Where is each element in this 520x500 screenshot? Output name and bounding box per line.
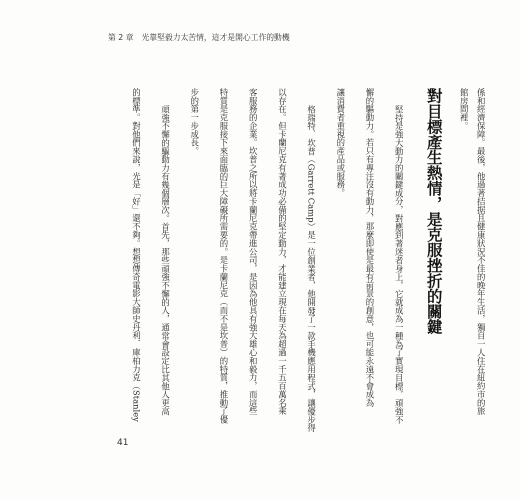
- text-line: 格瑞特．坎普（Garrett Camp）是一位創業者，他開發了一款手機應用程式，讓優步得: [306, 104, 317, 433]
- page-number: 41: [117, 438, 129, 448]
- text-line: 的標準。對他們來說，光是「好」還不夠。想想傳奇電影大師史丹利．庫柏力克（Stanley: [131, 88, 142, 422]
- text-line: 館房間裡。: [459, 88, 470, 130]
- text-line: 頑強不懈的驅動力有幾個層次。首先，那些頑強不懈的人，通常會設定比其他人更高: [160, 104, 171, 416]
- text-line: 堅持是強大動力的關鍵成分，對應到著迷者身上，它就成為一種為了實現目標，頑強不: [394, 104, 405, 424]
- text-line: 步的第一步成長。: [189, 88, 200, 156]
- text-line: 讓消費者重視的產品或服務。: [335, 88, 346, 198]
- section-heading: 對目標產生熱情，是克服挫折的關鍵: [424, 88, 443, 335]
- text-line: 客服務的企業。坎普之所以將卡蘭尼克帶進公司，是因為他具有強大雄心和毅力，而這些: [248, 88, 259, 416]
- text-line: 特質是克服接下來面臨的巨大障礙所需要的。是卡蘭尼克（而不是坎普）的特質，推動了優: [218, 88, 229, 424]
- text-line: 係和經濟保障。最後，他過著拮据且健康狀況不佳的晚年生活，獨自一人住在紐約市的旅: [476, 88, 487, 416]
- running-head: [108, 33, 290, 43]
- text-line: 懈的驅動力。若只有專注沒有動力，那麼即使是最有前景的創意，也可能永遠不會成為: [364, 88, 375, 407]
- text-line: 以存在。但卡蘭尼克有著成功必備的堅定動力，才能建立現在每天為超過一千五百萬名乘: [277, 88, 288, 416]
- chapter-label: 第 2 章: [108, 33, 134, 42]
- chapter-title: 光靠堅毅力太苦情，這才是開心工作的動機: [141, 33, 290, 42]
